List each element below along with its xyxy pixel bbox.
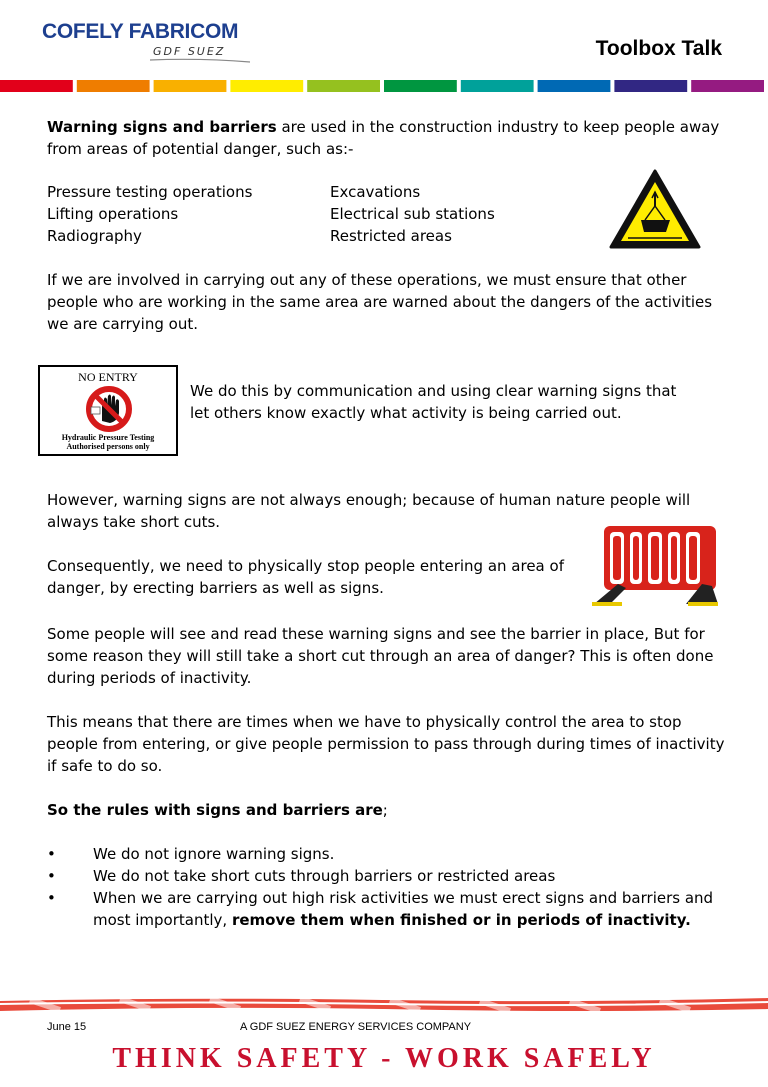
color-bar-segment xyxy=(461,80,534,92)
however-paragraph: However, warning signs are not always enough; because of human nature people will always take short cuts. xyxy=(47,491,691,531)
logo-swoosh-graphic xyxy=(40,58,260,68)
safety-slogan: THINK SAFETY - WORK SAFELY xyxy=(112,1043,656,1074)
header-color-bar xyxy=(0,80,768,92)
color-bar-segment xyxy=(230,80,303,92)
color-bar-segment xyxy=(538,80,611,92)
danger-item: Radiography xyxy=(47,227,142,245)
danger-item: Pressure testing operations xyxy=(47,183,253,201)
danger-item: Electrical sub stations xyxy=(330,205,495,223)
color-bar-segment xyxy=(154,80,227,92)
rule-text-bold: remove them when finished or in periods of inactivity. xyxy=(231,911,691,929)
intro-paragraph xyxy=(47,116,737,160)
dangers-column-2 xyxy=(330,181,590,247)
involved-paragraph: If we are involved in carrying out any of these operations, we must ensure that other people who are working in the same area are warned about the dangers of the activities we are carrying out. xyxy=(47,271,713,333)
some-people-paragraph: Some people will see and read these warning signs and see the barrier in place, But for some reason they will still take a short cut through an area of danger? This is often done during periods of inactivity. xyxy=(47,625,714,687)
no-entry-line-2: Authorised persons only xyxy=(66,442,150,451)
bullet-icon: • xyxy=(47,867,56,885)
danger-item: Excavations xyxy=(330,183,421,201)
intro-rest: are used in the construction industry to keep people away from areas of potential danger, such as:- xyxy=(47,118,720,158)
rules-heading-bold: So the rules with signs and barriers are xyxy=(47,801,383,819)
rules-heading xyxy=(47,799,737,821)
no-entry-hand-icon xyxy=(64,385,154,433)
rule-item xyxy=(47,865,737,887)
footer-stripe-band xyxy=(0,995,768,1013)
color-bar-segment xyxy=(307,80,380,92)
no-entry-sign xyxy=(38,365,178,456)
rule-item xyxy=(47,887,737,931)
red-barrier-image xyxy=(590,518,722,608)
danger-item: Lifting operations xyxy=(47,205,179,223)
logo-subtitle: GDF SUEZ xyxy=(153,45,226,58)
bullet-icon: • xyxy=(47,889,56,907)
footer-date: June 15 xyxy=(47,1021,87,1033)
communication-paragraph: We do this by communication and using clear warning signs that let others know exactly what activity is being carried out. xyxy=(190,382,677,422)
no-entry-line-1: Hydraulic Pressure Testing xyxy=(61,433,155,442)
this-means-paragraph: This means that there are times when we have to physically control the area to stop people from entering, or give people permission to pass through during times of inactivity if safe to do so. xyxy=(47,713,725,775)
document-title: Toolbox Talk xyxy=(595,37,722,60)
no-entry-title: NO ENTRY xyxy=(78,370,138,384)
rules-heading-tail: ; xyxy=(382,801,388,819)
bullet-icon: • xyxy=(47,845,56,863)
color-bar-segment xyxy=(384,80,457,92)
rule-text: We do not take short cuts through barriers or restricted areas xyxy=(93,867,556,885)
footer-company: A GDF SUEZ ENERGY SERVICES COMPANY xyxy=(240,1021,472,1033)
dangers-column-1 xyxy=(47,181,307,247)
rule-text: We do not ignore warning signs. xyxy=(93,845,335,863)
rule-item xyxy=(47,843,737,865)
color-bar-segment xyxy=(691,80,764,92)
color-bar-segment xyxy=(0,80,73,92)
rules-list xyxy=(47,843,737,931)
color-bar-segment xyxy=(77,80,150,92)
danger-item: Restricted areas xyxy=(330,227,452,245)
color-bar-segment xyxy=(614,80,687,92)
rule-text: When we are carrying out high risk activities we must erect signs and barriers and most importantly, xyxy=(93,889,714,929)
suspended-load-warning-icon xyxy=(608,168,702,250)
consequently-paragraph: Consequently, we need to physically stop people entering an area of danger, by erecting barriers as well as signs. xyxy=(47,557,564,597)
company-logo: COFELY FABRICOM xyxy=(42,20,239,43)
intro-bold: Warning signs and barriers xyxy=(47,118,277,136)
